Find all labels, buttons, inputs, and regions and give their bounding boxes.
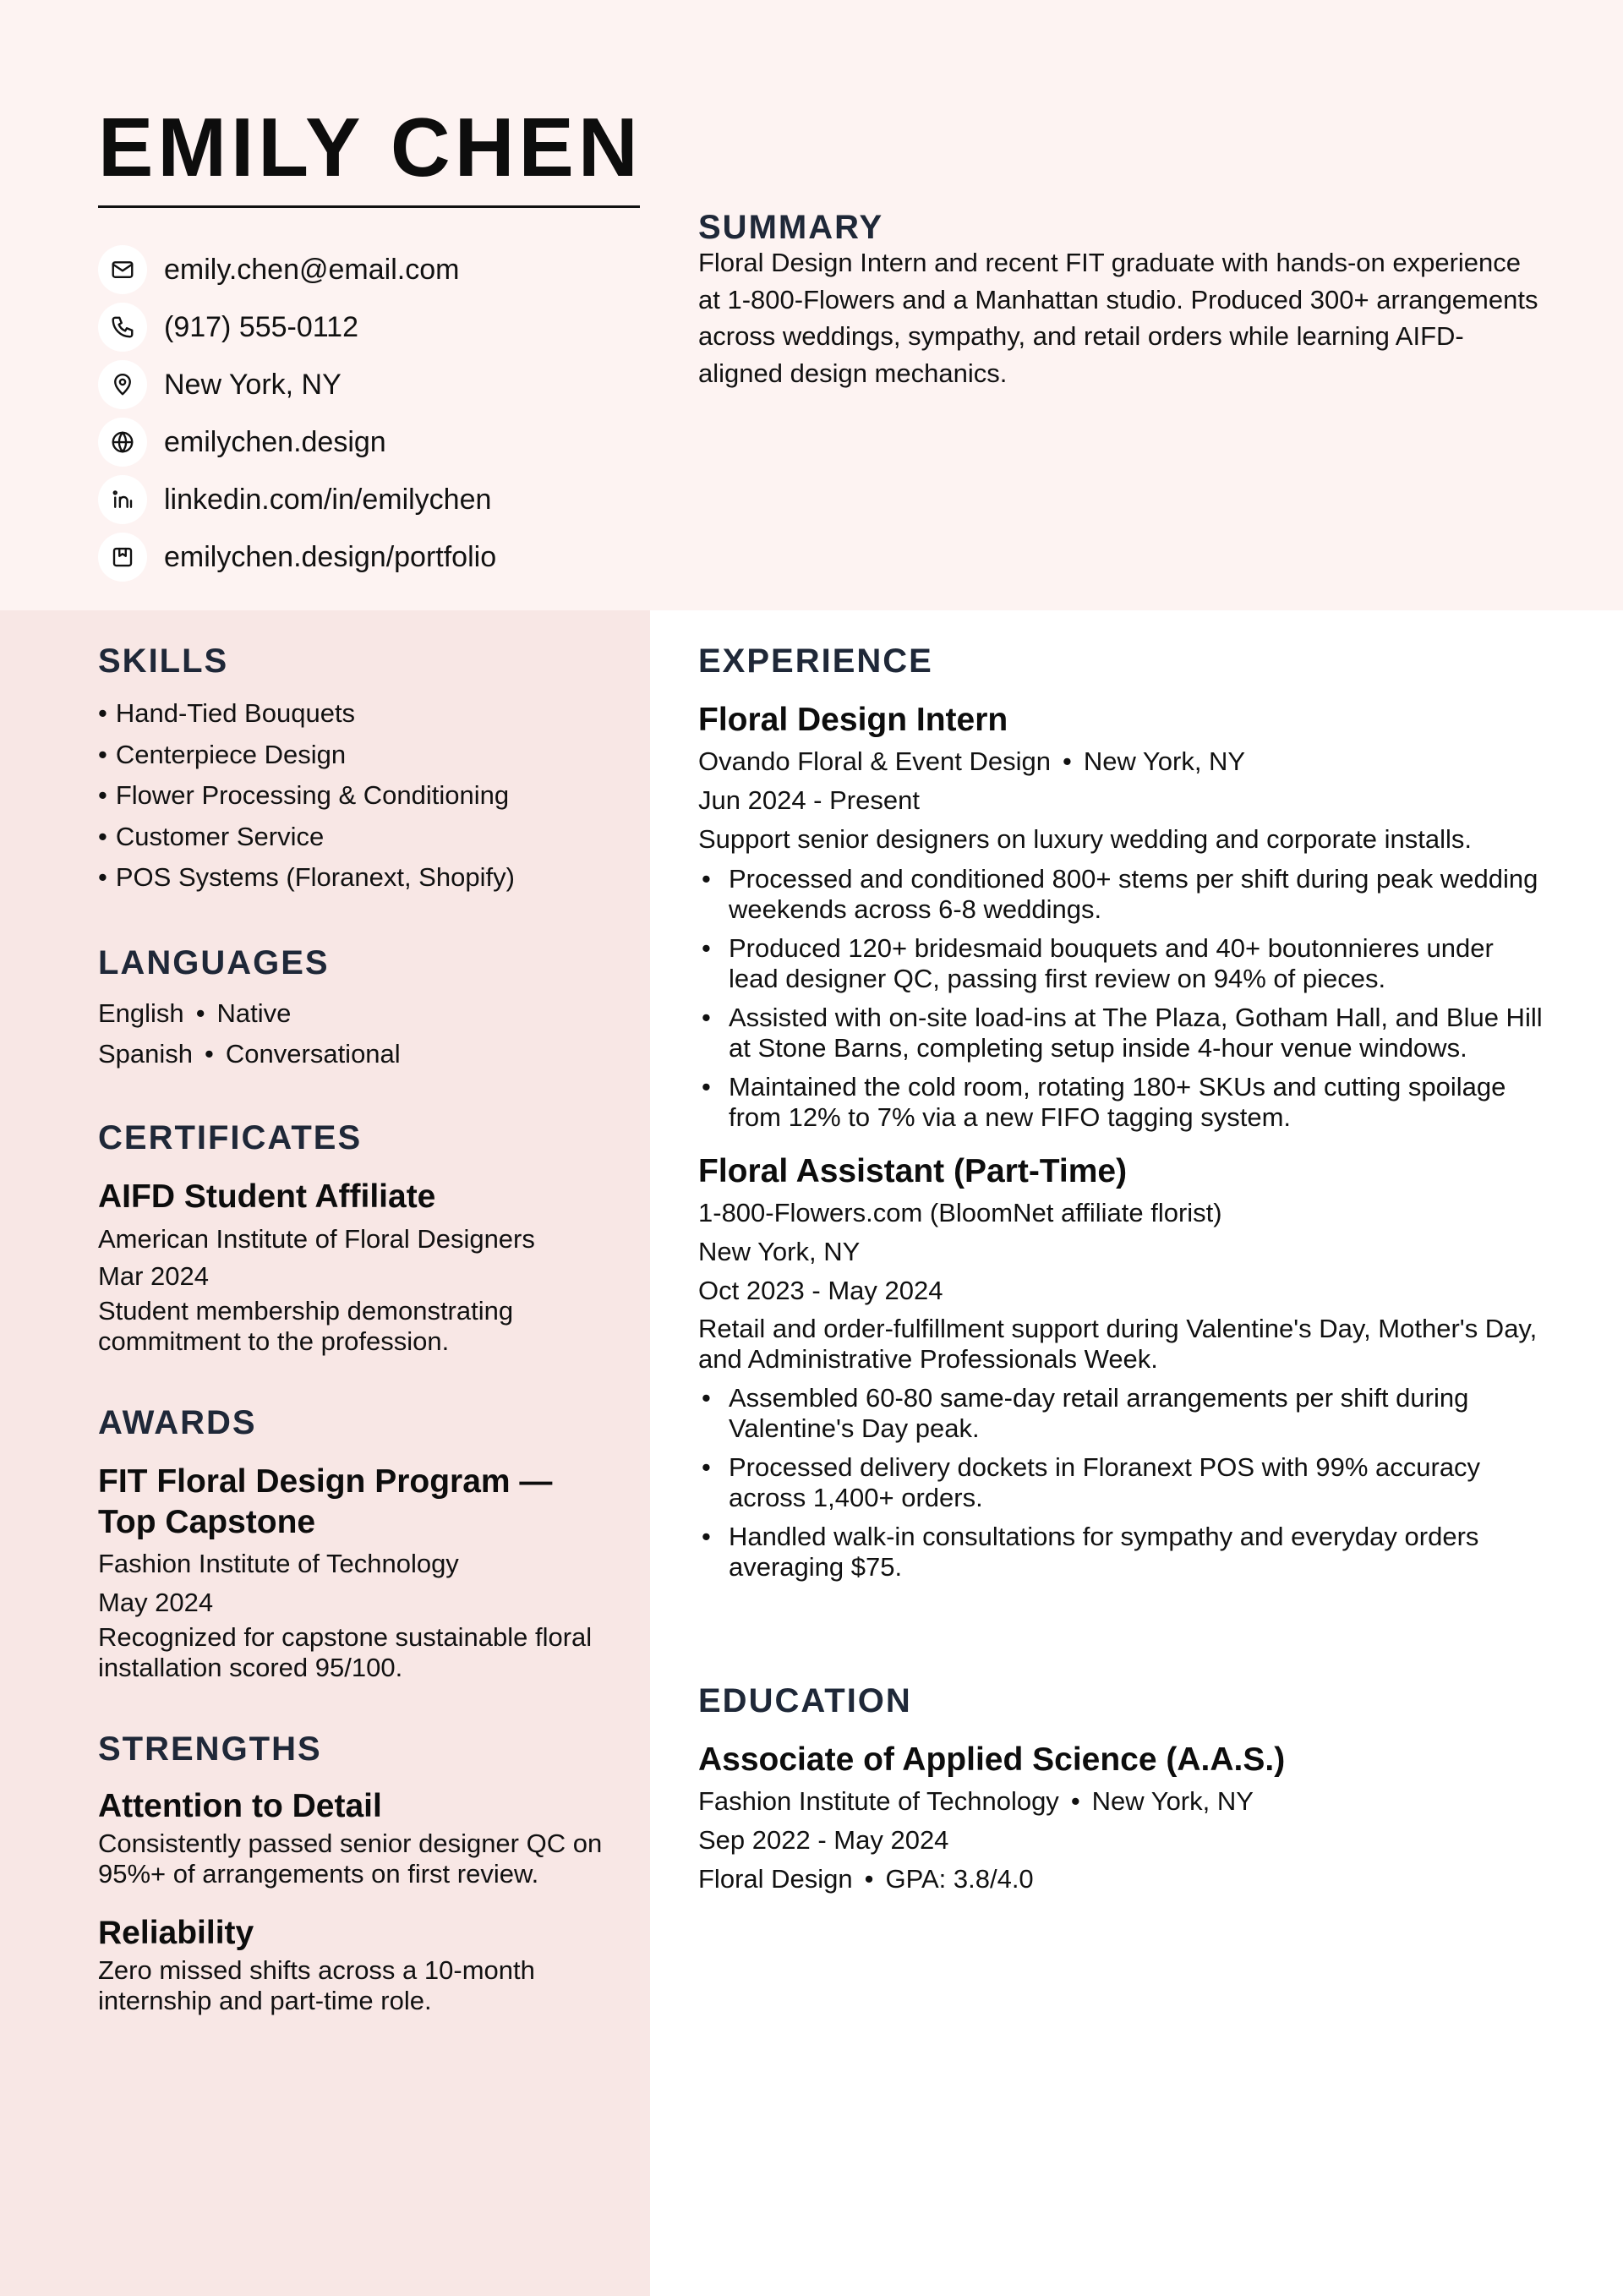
language-name: English <box>98 998 184 1028</box>
award-description: Recognized for capstone sustainable floral installation scored 95/100. <box>98 1621 593 1682</box>
certificate-entry <box>98 1177 605 1357</box>
language-level: Conversational <box>225 1039 401 1069</box>
contact-list <box>98 241 496 586</box>
summary-section <box>698 207 1544 391</box>
job-summary: Support senior designers on luxury wedding and corporate installs. <box>698 824 1473 854</box>
job-summary: Retail and order-fulfillment support during Valentine's Day, Mother's Day, and Administrative Professionals Week. <box>698 1314 1538 1374</box>
gpa: GPA: 3.8/4.0 <box>885 1864 1034 1894</box>
email-text: emily.chen@email.com <box>164 253 460 286</box>
job-bullet: • Maintained the cold room, rotating 180+ SKUs and cutting spoilage from 12% to 7% via a new FIFO tagging system. <box>698 1072 1544 1133</box>
summary-text: Floral Design Intern and recent FIT graduate with hands-on experience at 1-800-Flowers and a Manhattan studio. Produced 300+ arrangements across weddings, sympathy, and retail orders while learning AIFD-aligned design mechanics. <box>698 248 1538 388</box>
contact-email[interactable] <box>98 241 496 298</box>
separator-dot: • <box>205 1039 214 1069</box>
job-dates: Oct 2023 - May 2024 <box>698 1276 943 1305</box>
award-date: May 2024 <box>98 1587 214 1617</box>
certificate-description: Student membership demonstrating commitment to the profession. <box>98 1295 514 1356</box>
job-dates: Jun 2024 - Present <box>698 785 920 815</box>
award-entry <box>98 1462 605 1683</box>
certificates-section <box>98 1118 605 1357</box>
strength-entry <box>98 1913 605 2016</box>
skills-heading: SKILLS <box>98 642 229 680</box>
candidate-name: EMILY CHEN <box>98 101 642 194</box>
location-text: New York, NY <box>164 368 342 401</box>
contact-location <box>98 356 496 413</box>
separator-dot: • <box>195 998 205 1028</box>
phone-icon <box>98 303 147 352</box>
separator-dot: • <box>864 1864 874 1894</box>
skill-item: • Flower Processing & Conditioning <box>98 775 605 817</box>
strength-description: Zero missed shifts across a 10-month internship and part-time role. <box>98 1954 535 2015</box>
phone-text: (917) 555-0112 <box>164 310 358 343</box>
languages-section <box>98 943 605 1075</box>
languages-heading: LANGUAGES <box>98 943 330 981</box>
language-row <box>98 993 605 1035</box>
strength-entry <box>98 1786 605 1889</box>
website-text: emilychen.design <box>164 425 386 458</box>
job-entry <box>698 700 1544 1133</box>
job-location: New York, NY <box>1083 746 1246 776</box>
skill-item: • Hand-Tied Bouquets <box>98 693 605 735</box>
school-line <box>698 1782 1544 1821</box>
certificates-heading: CERTIFICATES <box>98 1118 363 1156</box>
language-row <box>98 1034 605 1075</box>
strengths-section <box>98 1729 605 2016</box>
job-bullet: • Handled walk-in consultations for sympathy and everyday orders averaging $75. <box>698 1522 1544 1583</box>
experience-heading: EXPERIENCE <box>698 642 933 680</box>
job-company: 1-800-Flowers.com (BloomNet affiliate florist) <box>698 1198 1222 1227</box>
job-title: Floral Design Intern <box>698 702 1008 738</box>
awards-section <box>98 1402 605 1683</box>
contact-website[interactable] <box>98 413 496 471</box>
job-entry <box>698 1151 1544 1583</box>
skill-item: • POS Systems (Floranext, Shopify) <box>98 857 605 899</box>
sidebar <box>98 641 605 2016</box>
field-of-study: Floral Design <box>698 1864 853 1894</box>
skills-section <box>98 641 605 899</box>
contact-portfolio[interactable] <box>98 528 496 586</box>
skill-item: • Customer Service <box>98 817 605 858</box>
field-line <box>698 1860 1544 1899</box>
separator-dot: • <box>1070 1786 1080 1816</box>
name-underline <box>98 205 640 208</box>
mail-icon <box>98 245 147 294</box>
education-dates: Sep 2022 - May 2024 <box>698 1825 949 1855</box>
job-bullet: • Processed delivery dockets in Floranext POS with 99% accuracy across 1,400+ orders. <box>698 1452 1544 1513</box>
skills-list <box>98 693 605 899</box>
job-location: New York, NY <box>698 1237 861 1266</box>
linkedin-text: linkedin.com/in/emilychen <box>164 483 492 516</box>
education-section <box>698 1681 1544 1899</box>
award-issuer: Fashion Institute of Technology <box>98 1548 459 1578</box>
education-entry <box>698 1740 1544 1899</box>
job-bullets <box>698 1383 1544 1583</box>
certificate-issuer: American Institute of Floral Designers <box>98 1223 535 1254</box>
skill-item: • Centerpiece Design <box>98 735 605 776</box>
portfolio-icon <box>98 533 147 582</box>
job-bullet: • Assisted with on-site load-ins at The Plaza, Gotham Hall, and Blue Hill at Stone Barns, completing setup inside 4-hour venue windows. <box>698 1003 1544 1063</box>
strength-name: Reliability <box>98 1914 254 1951</box>
school-name: Fashion Institute of Technology <box>698 1786 1059 1816</box>
awards-heading: AWARDS <box>98 1403 257 1441</box>
globe-icon <box>98 418 147 467</box>
job-title: Floral Assistant (Part-Time) <box>698 1153 1128 1189</box>
job-company-line <box>698 742 1544 781</box>
certificate-date: Mar 2024 <box>98 1260 209 1291</box>
job-bullets <box>698 864 1544 1133</box>
experience-section <box>698 641 1544 1583</box>
contact-phone[interactable] <box>98 298 496 356</box>
linkedin-icon <box>98 475 147 524</box>
contact-linkedin[interactable] <box>98 471 496 528</box>
language-name: Spanish <box>98 1039 194 1069</box>
language-level: Native <box>216 998 292 1028</box>
portfolio-text: emilychen.design/portfolio <box>164 540 497 573</box>
degree-title: Associate of Applied Science (A.A.S.) <box>698 1741 1286 1778</box>
separator-dot: • <box>1063 746 1072 776</box>
job-company: Ovando Floral & Event Design <box>698 746 1051 776</box>
location-pin-icon <box>98 360 147 409</box>
job-bullet: • Processed and conditioned 800+ stems per shift during peak wedding weekends across 6-8 weddings. <box>698 864 1544 925</box>
strength-name: Attention to Detail <box>98 1787 382 1824</box>
award-name: FIT Floral Design Program — Top Capstone <box>98 1462 553 1540</box>
job-bullet: • Assembled 60-80 same-day retail arrangements per shift during Valentine's Day peak. <box>698 1383 1544 1444</box>
strength-description: Consistently passed senior designer QC on 95%+ of arrangements on first review. <box>98 1828 603 1889</box>
school-location: New York, NY <box>1091 1786 1254 1816</box>
certificate-name: AIFD Student Affiliate <box>98 1178 436 1215</box>
job-bullet: • Produced 120+ bridesmaid bouquets and 40+ boutonnieres under lead designer QC, passing first review on 94% of pieces. <box>698 933 1544 994</box>
strengths-heading: STRENGTHS <box>98 1730 322 1768</box>
summary-heading: SUMMARY <box>698 209 884 246</box>
education-heading: EDUCATION <box>698 1682 912 1719</box>
